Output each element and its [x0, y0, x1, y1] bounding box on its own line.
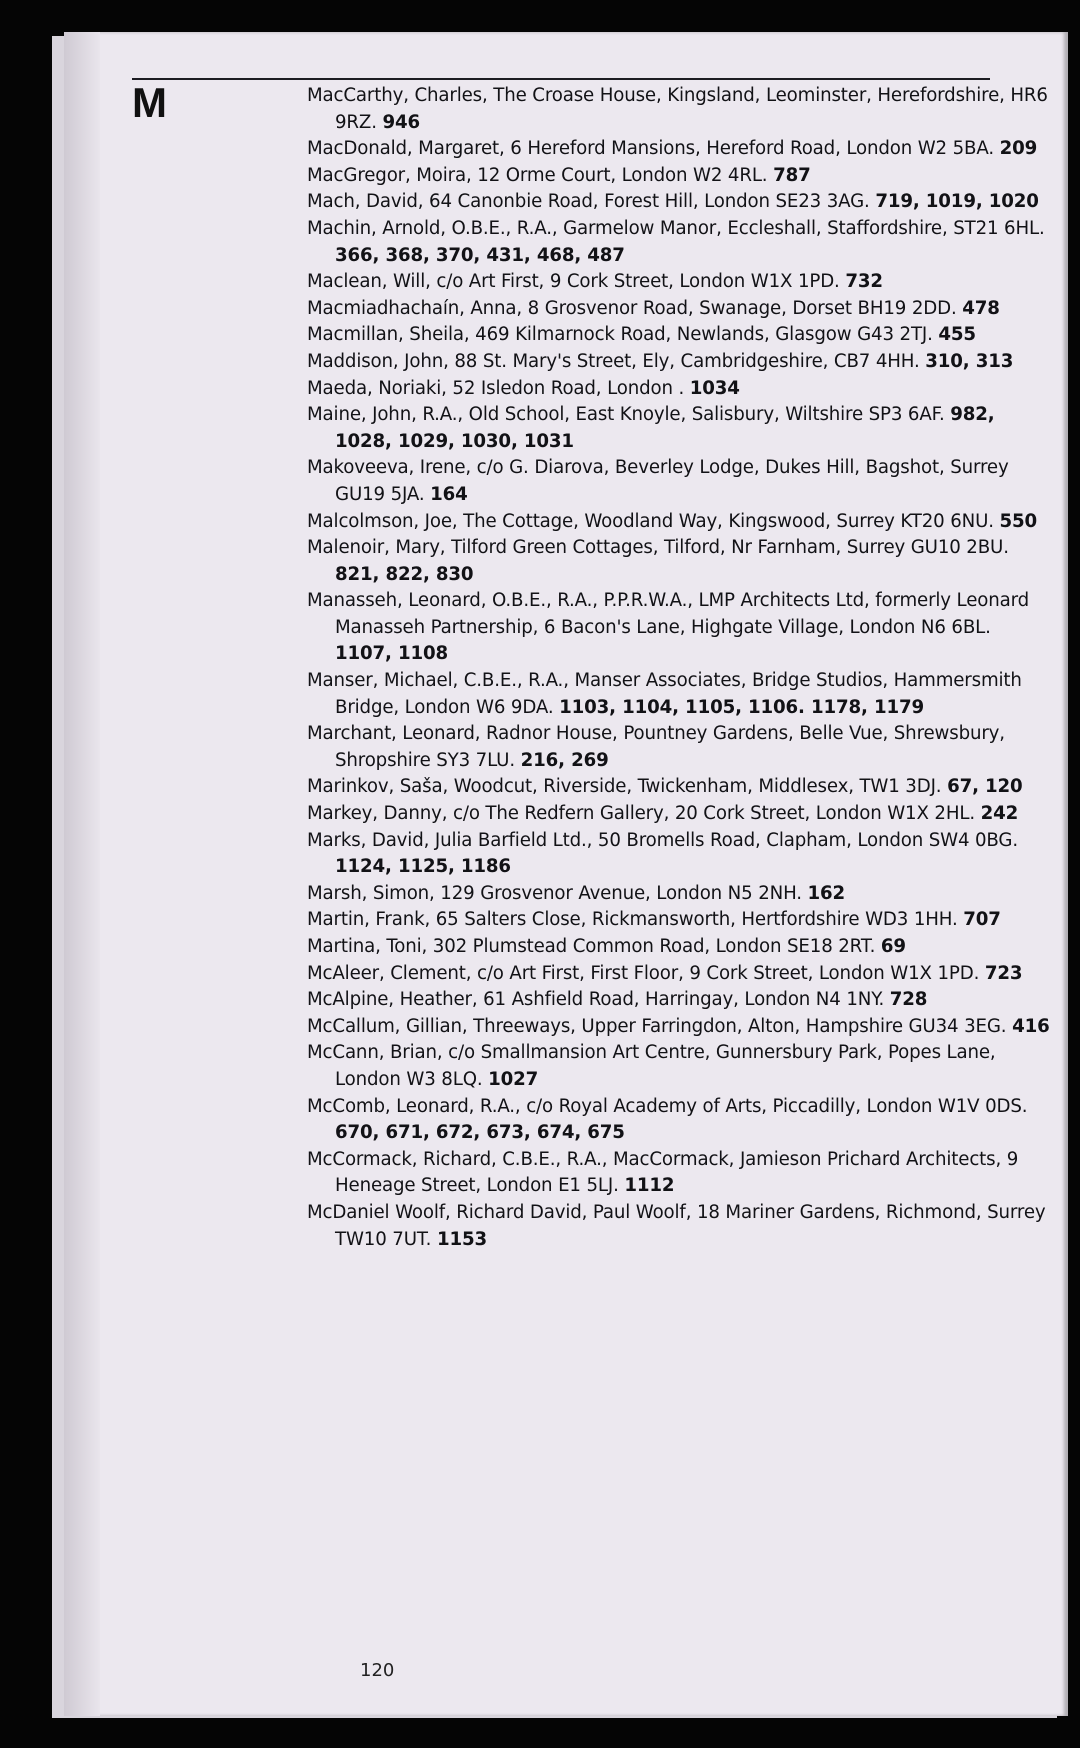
index-entry	[307, 961, 1052, 988]
index-entry	[307, 322, 1052, 349]
index-entry	[307, 402, 1052, 455]
entry-text: Maddison, John, 88 St. Mary's Street, Ely, Cambridgeshire, CB7 4HH.	[307, 350, 920, 372]
entry-text: Macmiadhachaín, Anna, 8 Grosvenor Road, Swanage, Dorset BH19 2DD.	[307, 297, 957, 319]
entry-text: McDaniel Woolf, Richard David, Paul Woolf, 18 Mariner Gardens, Richmond, Surrey TW10 7UT.	[307, 1201, 1046, 1250]
entry-text: McCann, Brian, c/o Smallmansion Art Centre, Gunnersbury Park, Popes Lane, London W3 8LQ.	[307, 1042, 996, 1090]
entry-pages: 1112	[624, 1175, 675, 1197]
index-entry	[307, 163, 1052, 190]
entry-text: McAleer, Clement, c/o Art First, First Floor, 9 Cork Street, London W1X 1PD.	[307, 962, 980, 984]
entry-pages: 946	[382, 111, 421, 133]
entry-pages: 455	[938, 324, 976, 346]
entry-pages: 162	[807, 882, 846, 904]
entry-pages: 719, 1019, 1020	[875, 191, 1039, 213]
entry-text: MacGregor, Moira, 12 Orme Court, London W2 4RL.	[307, 164, 768, 186]
index-entry	[307, 509, 1052, 536]
entry-text: Maclean, Will, c/o Art First, 9 Cork Street, London W1X 1PD.	[307, 271, 840, 293]
index-entry	[307, 934, 1052, 961]
entry-pages: 732	[845, 271, 883, 293]
entry-text: Martin, Frank, 65 Salters Close, Rickmansworth, Hertfordshire WD3 1HH.	[307, 909, 958, 931]
index-entry	[307, 189, 1052, 216]
entry-text: Malcolmson, Joe, The Cottage, Woodland Way, Kingswood, Surrey KT20 6NU.	[307, 510, 994, 532]
entry-pages: 670, 671, 672, 673, 674, 675	[335, 1122, 625, 1144]
index-entry	[307, 455, 1052, 508]
index-entry	[307, 216, 1052, 269]
entry-pages: 550	[999, 510, 1038, 532]
entry-pages: 1027	[488, 1068, 539, 1090]
entry-pages: 1124, 1125, 1186	[335, 856, 511, 878]
entry-pages: 821, 822, 830	[335, 563, 474, 585]
index-entry	[307, 881, 1052, 908]
entry-pages: 728	[889, 989, 928, 1011]
index-entry	[307, 1200, 1052, 1253]
entry-pages: 982, 1028, 1029, 1030, 1031	[335, 404, 995, 452]
entry-text: McComb, Leonard, R.A., c/o Royal Academy of Arts, Piccadilly, London W1V 0DS.	[307, 1095, 1028, 1117]
index-entry	[307, 1147, 1052, 1200]
entry-pages: 1153	[436, 1228, 487, 1250]
entry-text: McAlpine, Heather, 61 Ashfield Road, Harringay, London N4 1NY.	[307, 989, 885, 1011]
index-entry	[307, 1040, 1052, 1093]
entry-text: Marsh, Simon, 129 Grosvenor Avenue, London N5 2NH.	[307, 882, 802, 904]
entry-pages: 707	[963, 909, 1001, 931]
index-entry	[307, 296, 1052, 323]
index-entry	[307, 907, 1052, 934]
index-entries	[307, 83, 1052, 1253]
entry-pages: 1034	[689, 377, 740, 399]
index-entry	[307, 136, 1052, 163]
entry-text: Makoveeva, Irene, c/o G. Diarova, Beverley Lodge, Dukes Hill, Bagshot, Surrey GU19 5JA.	[307, 457, 1009, 505]
entry-pages: 787	[773, 164, 811, 186]
index-entry	[307, 774, 1052, 801]
index-entry	[307, 668, 1052, 721]
entry-text: MacCarthy, Charles, The Croase House, Kingsland, Leominster, Herefordshire, HR6 9RZ.	[307, 85, 1048, 133]
index-entry	[307, 269, 1052, 296]
index-entry	[307, 535, 1052, 588]
entry-text: Machin, Arnold, O.B.E., R.A., Garmelow Manor, Eccleshall, Staffordshire, ST21 6HL.	[307, 217, 1045, 239]
entry-pages: 366, 368, 370, 431, 468, 487	[335, 244, 625, 266]
entry-text: MacDonald, Margaret, 6 Hereford Mansions, Hereford Road, London W2 5BA.	[307, 138, 994, 160]
index-entry	[307, 349, 1052, 376]
entry-pages: 310, 313	[925, 350, 1014, 372]
entry-pages: 416	[1012, 1015, 1050, 1037]
entry-text: Maine, John, R.A., Old School, East Knoyle, Salisbury, Wiltshire SP3 6AF.	[307, 404, 945, 426]
index-entry	[307, 588, 1052, 668]
entry-text: Marks, David, Julia Barfield Ltd., 50 Bromells Road, Clapham, London SW4 0BG.	[307, 829, 1019, 851]
entry-text: Martina, Toni, 302 Plumstead Common Road, London SE18 2RT.	[307, 936, 876, 957]
entry-text: Markey, Danny, c/o The Redfern Gallery, 20 Cork Street, London W1X 2HL.	[307, 803, 975, 825]
entry-pages: 478	[962, 297, 1000, 319]
index-entry	[307, 987, 1052, 1014]
entry-pages: 67, 120	[947, 776, 1023, 798]
entry-pages: 69	[880, 936, 906, 957]
index-entry	[307, 801, 1052, 828]
header-rule	[132, 78, 990, 80]
entry-text: Macmillan, Sheila, 469 Kilmarnock Road, Newlands, Glasgow G43 2TJ.	[307, 324, 933, 346]
entry-text: Manasseh, Leonard, O.B.E., R.A., P.P.R.W.A., LMP Architects Ltd, formerly Leonard Manasseh Partnership, 6 Bacon's Lane, Highgate Village, London N6 6BL.	[307, 590, 1030, 638]
index-entry	[307, 721, 1052, 774]
section-letter: M	[132, 79, 167, 126]
entry-text: Marchant, Leonard, Radnor House, Pountney Gardens, Belle Vue, Shrewsbury, Shropshire SY3 7LU.	[307, 723, 1005, 771]
entry-pages: 723	[984, 962, 1023, 984]
index-entry	[307, 376, 1052, 403]
entry-pages: 209	[999, 138, 1038, 160]
entry-pages: 1107, 1108	[335, 643, 448, 665]
entry-text: Malenoir, Mary, Tilford Green Cottages, Tilford, Nr Farnham, Surrey GU10 2BU.	[307, 537, 1009, 559]
entry-text: Manser, Michael, C.B.E., R.A., Manser Associates, Bridge Studios, Hammersmith Bridge, London W6 9DA.	[307, 670, 1022, 718]
entry-text: Marinkov, Saša, Woodcut, Riverside, Twickenham, Middlesex, TW1 3DJ.	[307, 776, 942, 798]
index-entry	[307, 83, 1052, 136]
entry-pages: 216, 269	[520, 749, 609, 771]
entry-text: Maeda, Noriaki, 52 Isledon Road, London .	[307, 377, 685, 399]
index-entry	[307, 1094, 1052, 1147]
index-entry	[307, 828, 1052, 881]
index-entry	[307, 1014, 1052, 1041]
page-number: 120	[360, 1660, 395, 1681]
entry-text: Mach, David, 64 Canonbie Road, Forest Hill, London SE23 3AG.	[307, 191, 870, 213]
entry-pages: 1103, 1104, 1105, 1106. 1178, 1179	[559, 696, 924, 718]
entry-text: McCormack, Richard, C.B.E., R.A., MacCormack, Jamieson Prichard Architects, 9 Heneage Street, London E1 5LJ.	[307, 1148, 1019, 1197]
entry-pages: 164	[430, 483, 468, 505]
entry-text: McCallum, Gillian, Threeways, Upper Farringdon, Alton, Hampshire GU34 3EG.	[307, 1015, 1007, 1037]
entry-pages: 242	[980, 803, 1019, 825]
